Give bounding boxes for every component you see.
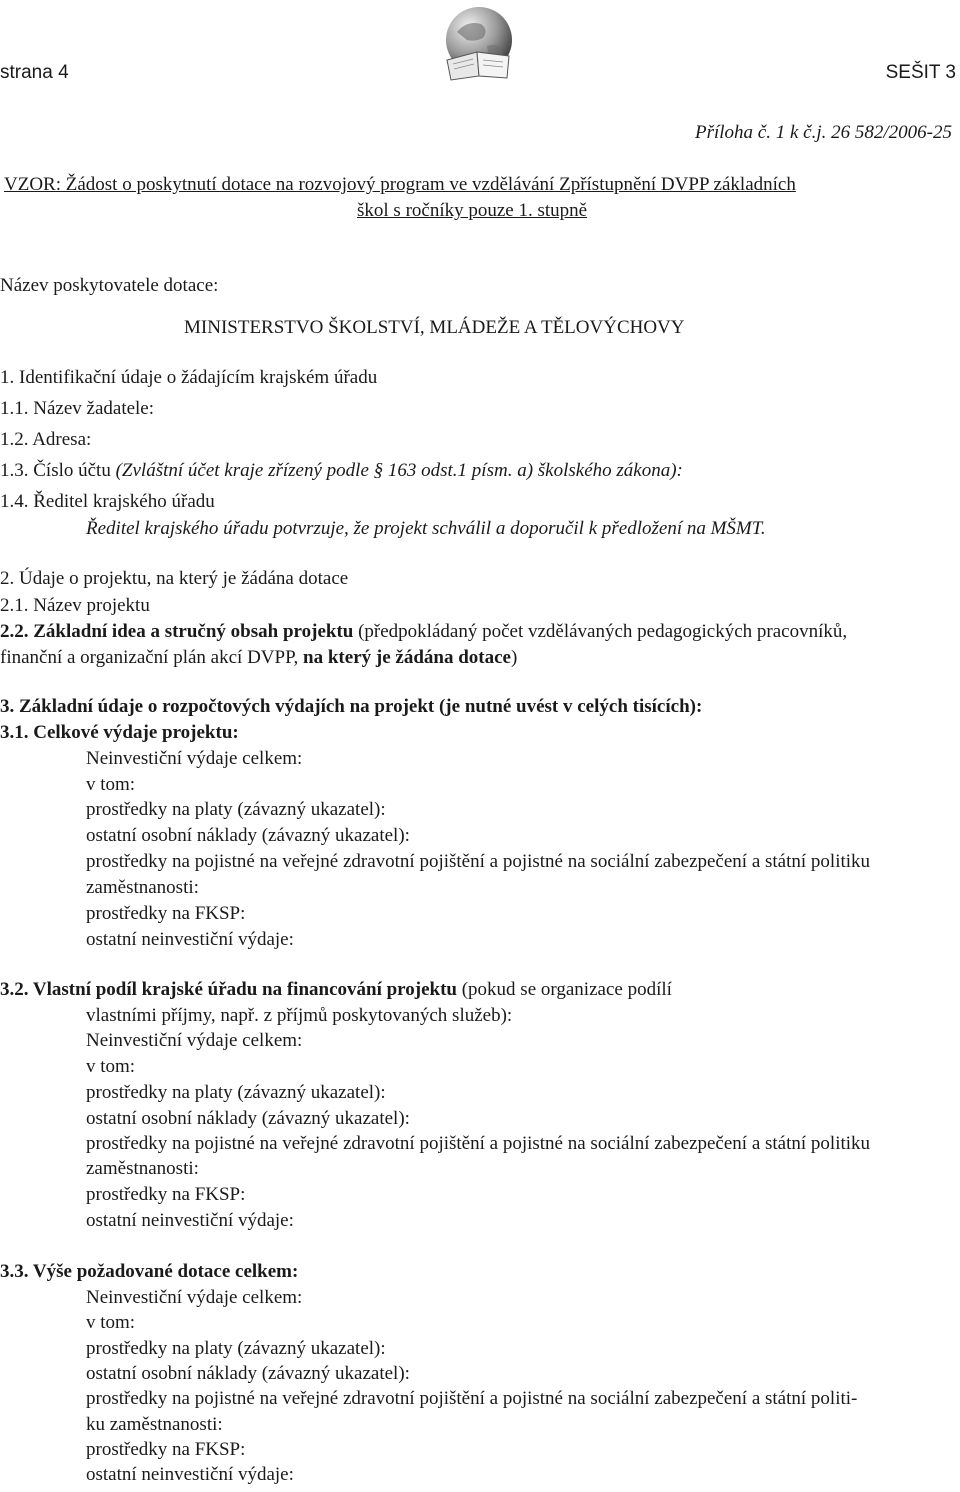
s31-item: zaměstnanosti: (86, 877, 199, 898)
section2-heading: 2. Údaje o projektu, na který je žádána dotace (0, 568, 349, 589)
document-title-line1: VZOR: Žádost o poskytnutí dotace na rozvojový program ve vzdělávání Zpřístupnění DVPP základních (4, 174, 796, 195)
s32-item: ostatní neinvestiční výdaje: (86, 1210, 294, 1231)
section2-2-project-idea (0, 620, 847, 644)
s31-item: prostředky na FKSP: (86, 903, 246, 924)
project-idea-close: ) (510, 647, 518, 668)
section1-2-address: 1.2. Adresa: (0, 429, 92, 450)
s32-item: prostředky na pojistné na veřejné zdravotní pojištění a pojistné na sociální zabezpečení a státní politiku (86, 1133, 871, 1154)
section2-2-project-idea-line2 (0, 646, 517, 670)
provider-value: MINISTERSTVO ŠKOLSTVÍ, MLÁDEŽE A TĚLOVÝCHOVY (184, 317, 685, 338)
s33-item: ostatní neinvestiční výdaje: (86, 1464, 294, 1485)
s31-item: ostatní neinvestiční výdaje: (86, 929, 294, 950)
s31-item: prostředky na platy (závazný ukazatel): (86, 799, 386, 820)
own-share-note: (pokud se organizace podílí (456, 979, 672, 1000)
section1-1-applicant-name: 1.1. Název žadatele: (0, 398, 155, 419)
section1-3-account (0, 459, 683, 483)
s31-item: Neinvestiční výdaje celkem: (86, 748, 303, 769)
section1-4-director: 1.4. Ředitel krajského úřadu (0, 491, 215, 512)
section1-heading: 1. Identifikační údaje o žádajícím krajském úřadu (0, 367, 378, 388)
document-title-line2: škol s ročníky pouze 1. stupně (357, 200, 588, 221)
s32-item: ostatní osobní náklady (závazný ukazatel): (86, 1108, 410, 1129)
s32-item: Neinvestiční výdaje celkem: (86, 1030, 303, 1051)
s33-item: Neinvestiční výdaje celkem: (86, 1287, 303, 1308)
section3-3-requested-subsidy: 3.3. Výše požadované dotace celkem: (0, 1261, 299, 1282)
s32-item: prostředky na platy (závazný ukazatel): (86, 1082, 386, 1103)
account-label: 1.3. Číslo účtu (0, 460, 111, 481)
s33-item: prostředky na FKSP: (86, 1439, 246, 1460)
own-share-label: 3.2. Vlastní podíl krajské úřadu na financování projektu (0, 979, 457, 1000)
account-note: (Zvláštní účet kraje zřízený podle § 163 odst.1 písm. a) školského zákona): (110, 460, 683, 481)
s31-item: v tom: (86, 774, 136, 795)
s33-item: prostředky na pojistné na veřejné zdravotní pojištění a pojistné na sociální zabezpečení a státní politi- (86, 1388, 858, 1409)
s32-item: v tom: (86, 1056, 136, 1077)
director-confirmation-note: Ředitel krajského úřadu potvrzuje, že projekt schválil a doporučil k předložení na MŠMT. (86, 518, 766, 539)
s33-item: prostředky na platy (závazný ukazatel): (86, 1338, 386, 1359)
section2-1-project-name: 2.1. Název projektu (0, 595, 150, 616)
attachment-reference: Příloha č. 1 k č.j. 26 582/2006-25 (695, 122, 952, 143)
section3-2-own-share (0, 978, 672, 1002)
project-idea-emphasis: na který je žádána dotace (303, 647, 511, 668)
s31-item: ostatní osobní náklady (závazný ukazatel): (86, 825, 410, 846)
provider-label: Název poskytovatele dotace: (0, 275, 219, 296)
project-idea-label: 2.2. Základní idea a stručný obsah projektu (0, 621, 354, 642)
s33-item: v tom: (86, 1312, 136, 1333)
s31-item: prostředky na pojistné na veřejné zdravotní pojištění a pojistné na sociální zabezpečení a státní politiku (86, 851, 871, 872)
s33-item: ostatní osobní náklady (závazný ukazatel): (86, 1363, 410, 1384)
section3-1-total-expenses: 3.1. Celkové výdaje projektu: (0, 722, 239, 743)
page-number: strana 4 (0, 62, 69, 83)
section3-heading: 3. Základní údaje o rozpočtových výdajích na projekt (je nutné uvést v celých tisících): (0, 696, 703, 717)
globe-book-logo-icon (437, 2, 521, 86)
booklet-label: SEŠIT 3 (885, 62, 956, 83)
s32-item: prostředky na FKSP: (86, 1184, 246, 1205)
project-idea-note-cont: finanční a organizační plán akcí DVPP, (0, 647, 304, 668)
own-share-note-cont: vlastními příjmy, např. z příjmů poskytovaných služeb): (86, 1005, 513, 1026)
s33-item: ku zaměstnanosti: (86, 1414, 223, 1435)
s32-item: zaměstnanosti: (86, 1158, 199, 1179)
project-idea-note: (předpokládaný počet vzdělávaných pedagogických pracovníků, (353, 621, 848, 642)
